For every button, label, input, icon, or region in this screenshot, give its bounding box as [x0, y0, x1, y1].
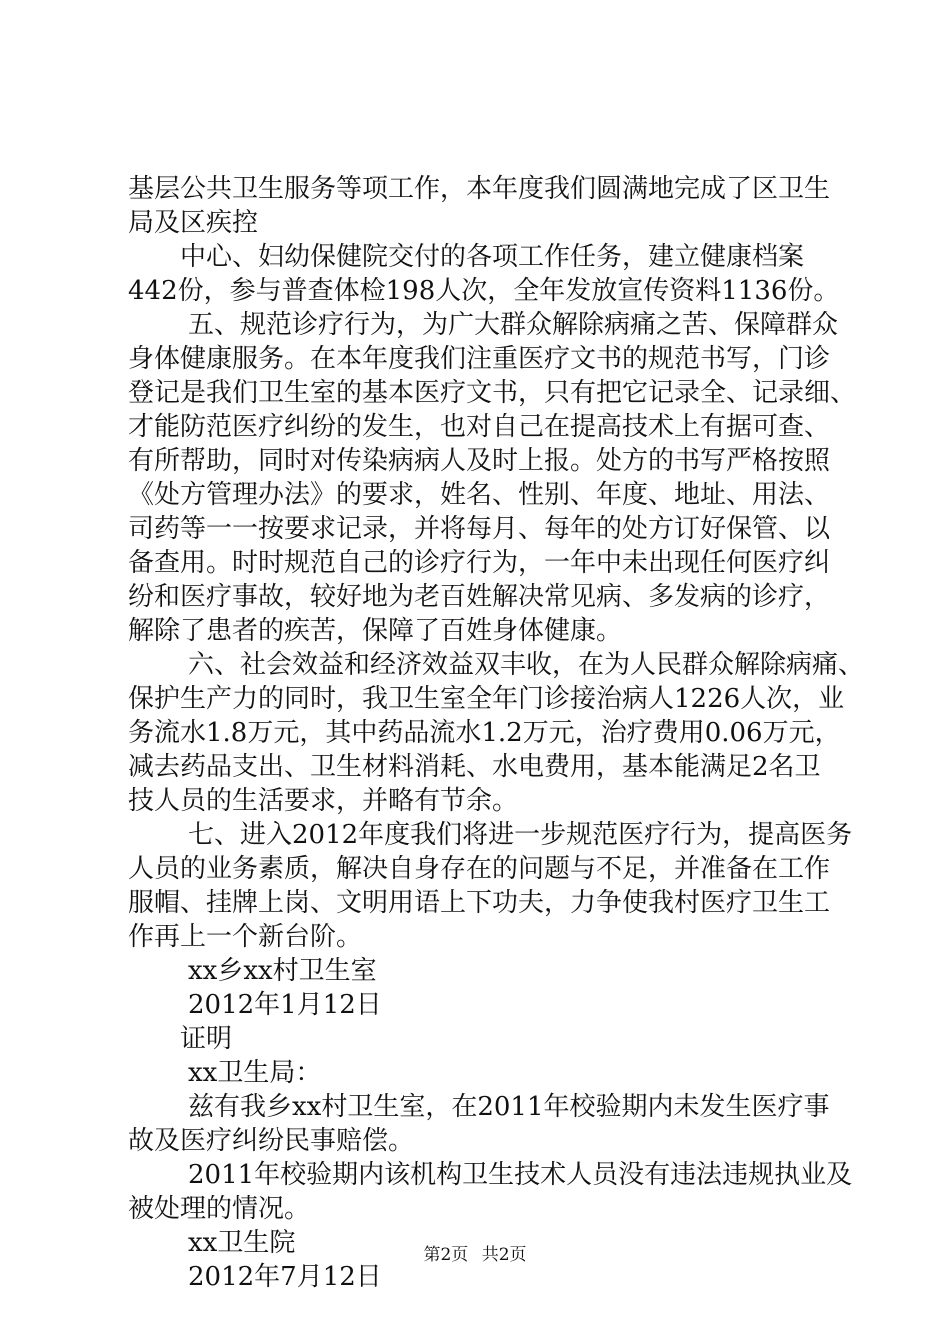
text-line: 身体健康服务。在本年度我们注重医疗文书的规范书写，门诊 — [128, 344, 831, 374]
text-line: 务流水1.8万元，其中药品流水1.2万元，治疗费用0.06万元， — [128, 718, 841, 748]
text-line: 纷和医疗事故，较好地为老百姓解决常见病、多发病的诊疗， — [128, 582, 831, 612]
text-line: 作再上一个新台阶。 — [128, 922, 363, 952]
text-line: 中心、妇幼保健院交付的各项工作任务，建立健康档案 — [180, 242, 805, 272]
text-line: xx卫生局： — [188, 1058, 322, 1088]
text-line: 服帽、挂牌上岗、文明用语上下功夫，力争使我村医疗卫生工 — [128, 888, 831, 918]
text-line: 五、规范诊疗行为，为广大群众解除病痛之苦、保障群众 — [188, 310, 839, 340]
text-line: 442份，参与普查体检198人次，全年发放宣传资料1136份。 — [128, 276, 840, 306]
text-line: 2012年7月12日 — [188, 1262, 382, 1292]
text-line: 解除了患者的疾苦，保障了百姓身体健康。 — [128, 616, 623, 646]
text-line: 人员的业务素质，解决自身存在的问题与不足，并准备在工作 — [128, 854, 831, 884]
page-number: 第2页 — [423, 1245, 469, 1265]
text-line: 司药等一一按要求记录，并将每月、每年的处方订好保管、以 — [128, 514, 831, 544]
text-line: 2012年1月12日 — [188, 990, 382, 1020]
text-line: 六、社会效益和经济效益双丰收，在为人民群众解除病痛、 — [188, 650, 865, 680]
text-line: xx乡xx村卫生室 — [188, 956, 377, 986]
page-total: 共2页 — [481, 1245, 527, 1265]
text-line: 证明 — [180, 1024, 233, 1054]
text-line: 被处理的情况。 — [128, 1194, 311, 1224]
text-line: 减去药品支出、卫生材料消耗、水电费用，基本能满足2名卫 — [128, 752, 821, 782]
text-line: 技人员的生活要求，并略有节余。 — [128, 786, 519, 816]
text-line: xx卫生院 — [188, 1228, 296, 1258]
page-footer — [0, 1244, 950, 1266]
text-line: 兹有我乡xx村卫生室，在2011年校验期内未发生医疗事 — [188, 1092, 830, 1122]
document-body — [128, 172, 865, 1294]
text-line: 才能防范医疗纠纷的发生，也对自己在提高技术上有据可查、 — [128, 412, 831, 442]
text-line: 故及医疗纠纷民事赔偿。 — [128, 1126, 415, 1156]
text-line: 《处方管理办法》的要求，姓名、性别、年度、地址、用法、 — [128, 480, 831, 510]
text-line: 局及区疾控 — [128, 208, 259, 238]
text-line: 备查用。时时规范自己的诊疗行为，一年中未出现任何医疗纠 — [128, 548, 831, 578]
text-line: 2011年校验期内该机构卫生技术人员没有违法违规执业及 — [188, 1160, 853, 1190]
text-line: 保护生产力的同时，我卫生室全年门诊接治病人1226人次，业 — [128, 684, 845, 714]
text-line: 基层公共卫生服务等项工作，本年度我们圆满地完成了区卫生 — [128, 174, 831, 204]
text-line: 七、进入2012年度我们将进一步规范医疗行为，提高医务 — [188, 820, 853, 850]
text-line: 有所帮助，同时对传染病病人及时上报。处方的书写严格按照 — [128, 446, 831, 476]
text-line: 登记是我们卫生室的基本医疗文书，只有把它记录全、记录细、 — [128, 378, 857, 408]
